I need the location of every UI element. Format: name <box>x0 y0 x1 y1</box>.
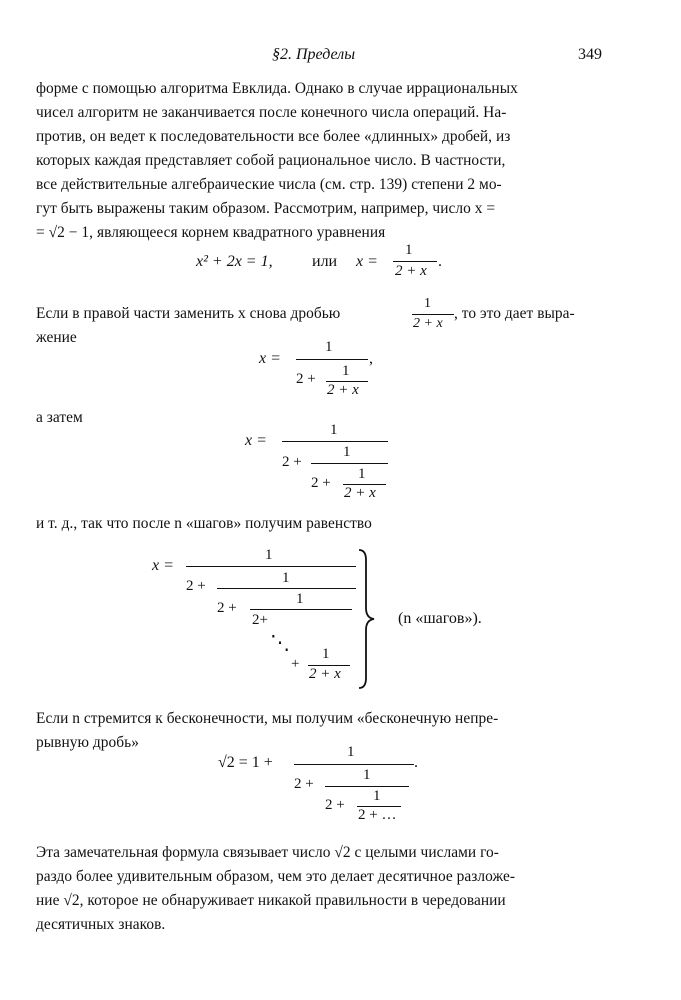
eq4-d2: 2 + <box>217 600 237 616</box>
eq5-n2: 1 <box>363 767 371 783</box>
eq4-bar2 <box>217 588 356 589</box>
eq3-bar2 <box>311 463 388 464</box>
eq5-n3: 1 <box>373 788 381 804</box>
eq3-d1: 2 + <box>282 454 302 470</box>
eq4-d3: 2+ <box>252 612 268 628</box>
para2-frac-bar <box>412 314 454 315</box>
eq4-d4: 2 + x <box>309 666 341 682</box>
eq2-d1: 2 + <box>296 371 316 387</box>
para1-line2: чисел алгоритм не заканчивается после конечного числа операций. На- <box>36 104 507 121</box>
eq2-n2: 1 <box>342 363 350 379</box>
eq4-n3: 1 <box>296 591 304 607</box>
eq1-left: x² + 2x = 1, <box>196 253 273 270</box>
eq5-d1: 2 + <box>294 776 314 792</box>
para5-line1: Эта замечательная формула связывает число √2 с целыми числами го- <box>36 844 499 861</box>
para1-line3: против, он ведет к последовательности все более «длинных» дробей, из <box>36 128 511 145</box>
eq5-d2: 2 + <box>325 797 345 813</box>
eq3-n3: 1 <box>358 466 366 482</box>
eq2-comma: , <box>369 350 373 367</box>
eq1-or: или <box>312 253 338 270</box>
para2-line1b: , то это дает выра- <box>454 305 575 322</box>
eq4-x-eq: x = <box>152 557 174 574</box>
eq2-n1: 1 <box>325 339 333 355</box>
eq4-dots: ⋱ <box>270 632 290 654</box>
para1-line7-text: √2 − 1, являющееся корнем квадратного уравнения <box>48 224 386 241</box>
eq5-period: . <box>414 754 418 771</box>
para4-line1: Если n стремится к бесконечности, мы получим «бесконечную непре- <box>36 710 499 727</box>
eq4-steps-note: (n «шагов»). <box>398 610 482 627</box>
eq2-x-eq: x = <box>259 350 281 367</box>
eq1-period: . <box>438 253 442 270</box>
para3-line: и т. д., так что после n «шагов» получим равенство <box>36 515 372 532</box>
para1-line6: гут быть выражены таким образом. Рассмотрим, например, число x = <box>36 200 496 217</box>
para4-line2: рывную дробь» <box>36 734 139 751</box>
para2-line2: жение <box>36 329 77 346</box>
eq2-d2: 2 + x <box>327 382 359 398</box>
then-text: а затем <box>36 409 83 426</box>
eq5-bar1 <box>294 764 414 765</box>
eq5-lhs: √2 = 1 + <box>218 754 273 771</box>
para1-line1: форме с помощью алгоритма Евклида. Однако в случае иррациональных <box>36 80 518 97</box>
para5-line4: десятичных знаков. <box>36 916 166 933</box>
eq4-n1: 1 <box>265 547 273 563</box>
para1-line4: которых каждая представляет собой рациональное число. В частности, <box>36 152 506 169</box>
para2-line1a: Если в правой части заменить x снова дробью <box>36 305 341 322</box>
eq5-n1: 1 <box>347 744 355 760</box>
eq5-d3: 2 + … <box>358 807 397 823</box>
para1-line7 <box>36 224 385 242</box>
eq4-bar3 <box>250 609 352 610</box>
eq3-n1: 1 <box>330 422 338 438</box>
para5-line3: ние √2, которое не обнаруживает никакой правильности в чередовании <box>36 892 506 909</box>
eq4-d1: 2 + <box>186 578 206 594</box>
eq1-denominator: 2 + x <box>395 263 427 279</box>
eq3-x-eq: x = <box>245 432 267 449</box>
eq1-x-eq: x = <box>356 253 378 270</box>
eq4-n4: 1 <box>322 646 330 662</box>
para1-line7-eq: = <box>36 224 49 241</box>
eq2-bar1 <box>296 359 368 360</box>
eq4-plus: + <box>291 656 300 672</box>
para1-line5: все действительные алгебраические числа (см. стр. 139) степени 2 мо- <box>36 176 502 193</box>
running-header: §2. Пределы <box>272 46 356 63</box>
para5-line2: раздо более удивительным образом, чем это делает десятичное разложе- <box>36 868 516 885</box>
eq3-n2: 1 <box>343 444 351 460</box>
eq5-bar2 <box>325 786 409 787</box>
para2-frac-den: 2 + x <box>413 316 443 331</box>
eq3-bar1 <box>282 441 388 442</box>
page-number: 349 <box>578 46 602 63</box>
eq4-n2: 1 <box>282 570 290 586</box>
eq3-d2: 2 + <box>311 475 331 491</box>
eq1-numerator: 1 <box>405 242 413 258</box>
para2-frac-num: 1 <box>424 296 431 311</box>
right-brace-icon <box>356 548 378 690</box>
eq3-d3: 2 + x <box>344 485 376 501</box>
eq4-bar1 <box>186 566 356 567</box>
eq1-fraction-bar <box>393 261 437 262</box>
